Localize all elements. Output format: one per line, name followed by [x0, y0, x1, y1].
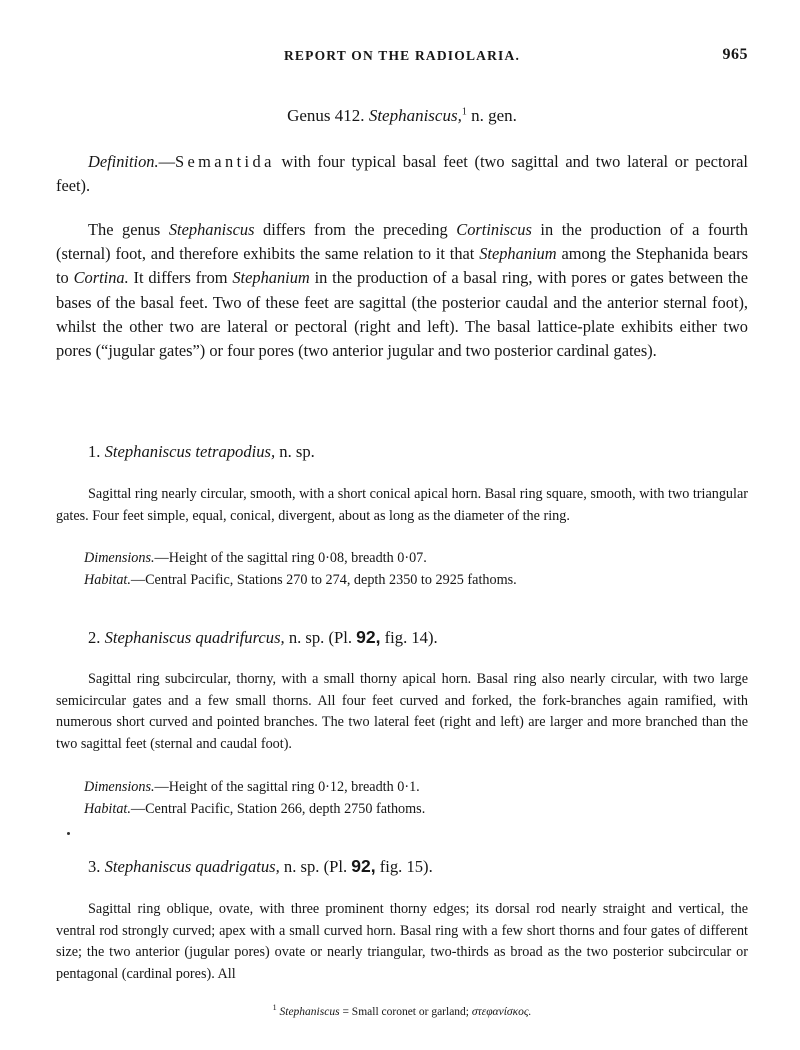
footnote: $^1$ Stephaniscus = Small coronet or garland; στεφανίσκος. — [272, 1003, 532, 1018]
page-number: 965 — [722, 46, 748, 63]
footnote-term: Stephaniscus — [279, 1005, 340, 1018]
genus-prefix: Genus 412. — [287, 106, 369, 125]
species-description: Sagittal ring oblique, ovate, with three prominent thorny edges; its dorsal rod nearly straight and vertical, the ventral rod strongly curved; apex with a small curved horn. Basal ring with a few short thorns and four gates of different size; the two anterior (jugular pores) ovate or nearly triangular, two-thirds as broad as the two posterior subcircular or pentagonal (cardinal pores). All — [56, 901, 748, 982]
species-description: Sagittal ring nearly circular, smooth, with a short conical apical horn. Basal ring square, smooth, with two triangular gates. Four feet simple, equal, conical, divergent, about as long as the diameter of the ring. — [56, 486, 748, 524]
footnote-greek: στεφανίσκος. — [471, 1005, 532, 1018]
definition-term: Semantida — [174, 152, 275, 171]
plate-number: 92, — [351, 856, 376, 876]
running-head — [56, 46, 748, 68]
species-name: Stephaniscus tetrapodius, — [104, 442, 276, 461]
footnote-mark: 1 — [461, 106, 467, 118]
genus-name: Stephaniscus, — [368, 106, 462, 125]
species-heading: 2. Stephaniscus quadrifurcus, n. sp. (Pl. 92, fig. 14). — [88, 627, 438, 647]
species-name: Stephaniscus quadrigatus, — [104, 857, 280, 876]
species-heading: 1. Stephaniscus tetrapodius, n. sp. — [88, 442, 315, 461]
genus-heading — [56, 106, 748, 126]
intro-paragraph: The genus Stephaniscus differs from the preceding Cortiniscus in the production of a fourth (sternal) foot, and therefore exhibits the same relation to it that Stephanium among the Stephanida bears to Cortina. It differs from Stephanium in the production of a basal ring, with pores or gates between the bases of the basal feet. Two of these feet are sagittal (the posterior caudal and the anterior sternal foot), whilst the other two are lateral or pectoral (right and left). The basal lattice-plate exhibits either two pores (“jugular gates”) or four pores (two anterior jugular and two posterior cardinal gates). — [56, 220, 749, 361]
species-habitat: Habitat.—Central Pacific, Station 266, depth 2750 fathoms. — [84, 801, 426, 817]
plate-number: 92, — [356, 627, 381, 647]
species-description: Sagittal ring subcircular, thorny, with a small thorny apical horn. Basal ring also nearly circular, with two large semicircular gates and a few small thorns. All four feet curved and forked, the fork-branches again ramified, with numerous short curved and pointed branches. The two lateral feet (right and left) are larger and more branched than the two sagittal feet (sternal and caudal foot). — [56, 671, 748, 752]
definition-paragraph: Definition.—Semantida with four typical basal feet (two sagittal and two lateral or pectoral feet). — [56, 152, 748, 196]
genus-suffix: n. gen. — [466, 106, 517, 125]
species-name: Stephaniscus quadrifurcus, — [104, 628, 285, 647]
definition-label: Definition. — [88, 152, 159, 171]
species-habitat: Habitat.—Central Pacific, Stations 270 to 274, depth 2350 to 2925 fathoms. — [84, 572, 517, 588]
print-speck — [67, 832, 70, 835]
species-dimensions: Dimensions.—Height of the sagittal ring 0·12, breadth 0·1. — [84, 779, 420, 795]
definition-text: with four typical basal feet (two sagittal and two lateral or pectoral feet). — [56, 152, 748, 196]
running-title: REPORT ON THE RADIOLARIA. — [283, 48, 521, 63]
species-dimensions: Dimensions.—Height of the sagittal ring 0·08, breadth 0·07. — [84, 550, 427, 566]
species-heading: 3. Stephaniscus quadrigatus, n. sp. (Pl. 92, fig. 15). — [88, 856, 433, 876]
